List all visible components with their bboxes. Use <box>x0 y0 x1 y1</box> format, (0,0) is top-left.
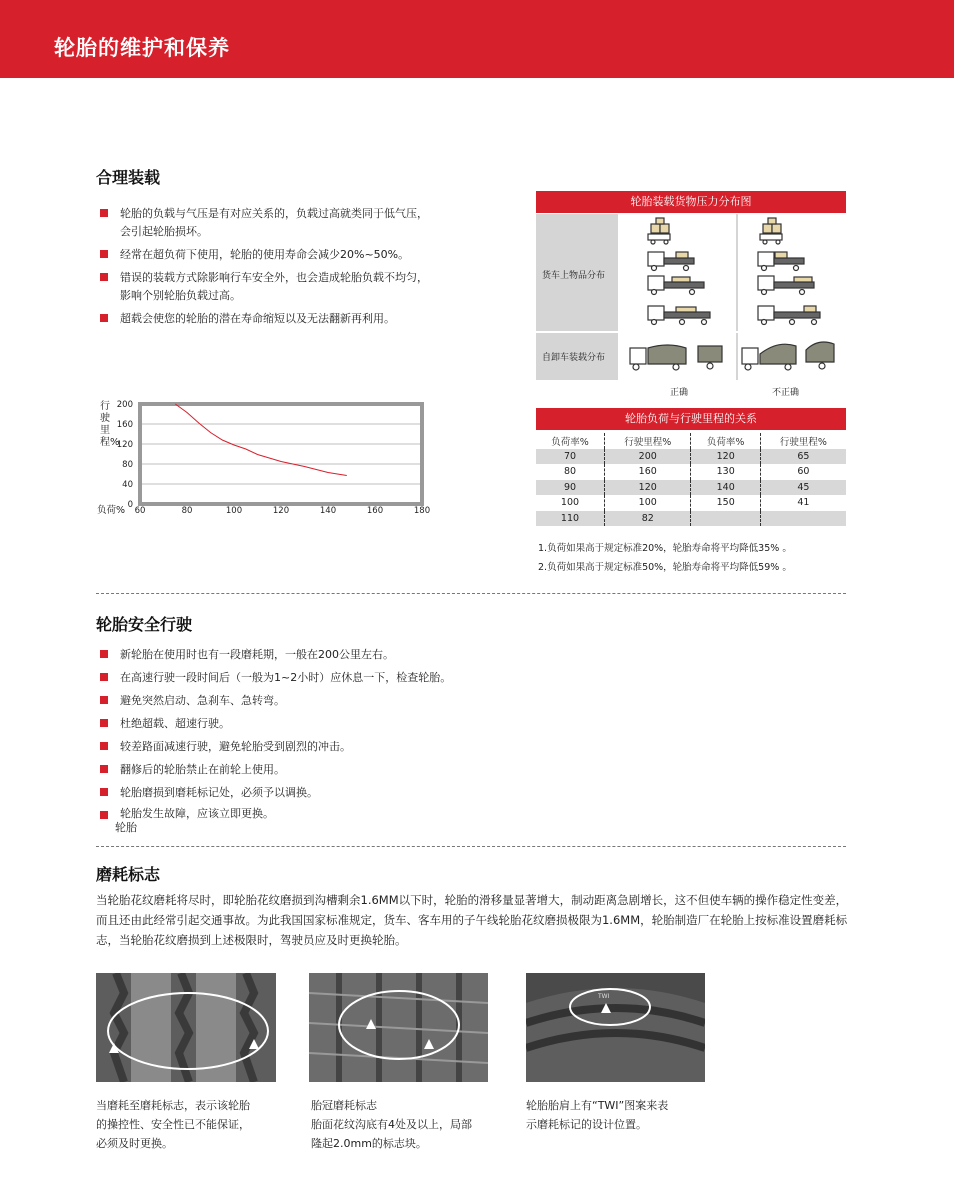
series-line <box>175 404 346 476</box>
bullet-square-icon <box>100 673 108 681</box>
flatbed-truck-1-icon <box>648 252 694 271</box>
table-cell: 120 <box>691 449 760 465</box>
table-row <box>536 449 846 465</box>
table-header-row <box>536 433 846 449</box>
tire-shoulder-image <box>526 973 705 1082</box>
bullet-square-icon <box>100 650 108 658</box>
table-note-1: 1.负荷如果高于规定标准20%，轮胎寿命将平均降低35% 。 <box>538 543 792 554</box>
mileage-table <box>536 433 846 526</box>
bullet-square-icon <box>100 765 108 773</box>
load-bullets <box>100 205 500 328</box>
bullet-item: 轮胎磨损到磨耗标记处，必须予以调换。 <box>100 784 600 802</box>
bullet-square-icon <box>100 209 108 217</box>
table-cell: 130 <box>691 464 760 480</box>
bullet-item-continued: 影响个别轮胎负载过高。 <box>120 289 241 302</box>
x-tick-labels <box>135 506 431 516</box>
safe-bullets <box>100 646 600 835</box>
table-cell: 90 <box>536 480 604 496</box>
table-note-2: 2.负荷如果高于规定标准50%，轮胎寿命将平均降低59% 。 <box>538 562 792 573</box>
bullet-item: 超载会使您的轮胎的潜在寿命缩短以及无法翻新再利用。 <box>100 310 500 328</box>
section-divider <box>96 846 846 847</box>
correct-label: 正确 <box>670 388 689 398</box>
bullet-square-icon <box>100 811 108 819</box>
bullet-square-icon <box>100 788 108 796</box>
flatbed-truck-2-icon <box>648 276 704 295</box>
table-row <box>536 480 846 496</box>
tread-wear-photo-1 <box>96 973 276 1082</box>
plot-frame <box>140 404 422 504</box>
x-tick-label: 100 <box>225 506 243 516</box>
bullet-square-icon <box>100 250 108 258</box>
photo-caption-3: 轮胎胎肩上有“TWI”图案来表 示磨耗标记的设计位置。 <box>526 1099 669 1131</box>
bullet-trailing-text: 轮胎 <box>115 821 137 834</box>
table-cell: 100 <box>560 497 580 509</box>
table-row <box>536 511 846 527</box>
load-mileage-chart <box>94 396 434 520</box>
safe-section-title: 轮胎安全行驶 <box>96 615 193 634</box>
table-cell: 80 <box>563 466 577 478</box>
table-cell: 70 <box>536 449 604 465</box>
table-cell: 140 <box>691 480 760 496</box>
x-axis-label: 负荷% <box>97 505 126 516</box>
bullet-item: 轮胎发生故障，应该立即更换。 <box>100 807 600 821</box>
table-cell: 150 <box>691 495 760 511</box>
incorrect-label: 不正确 <box>772 388 800 398</box>
mileage-table-title: 轮胎负荷与行驶里程的关系 <box>536 408 846 430</box>
bullet-item: 在高速行驶一段时间后（一般为1~2小时）应休息一下，检查轮胎。 <box>100 669 600 687</box>
x-tick-label: 160 <box>366 506 384 516</box>
flatbed-incorrect-1-icon <box>758 252 804 271</box>
table-cell: 100 <box>604 495 691 511</box>
tread-wear-photo-2 <box>309 973 488 1082</box>
diagram-title: 轮胎装载货物压力分布图 <box>536 191 846 213</box>
truck-illustrations <box>618 214 846 380</box>
bullet-item: 翻修后的轮胎禁止在前轮上使用。 <box>100 761 600 779</box>
tread-pattern-image <box>309 973 488 1082</box>
table-cell: 200 <box>604 449 691 465</box>
bullet-item: 经常在超负荷下使用，轮胎的使用寿命会减少20%~50%。 <box>100 246 500 264</box>
table-cell: 45 <box>760 480 846 496</box>
col-header-load: 负荷率% <box>691 433 760 449</box>
tire-shoulder-photo <box>526 973 705 1082</box>
table-cell: 120 <box>604 480 691 496</box>
y-tick-label: 0 <box>127 500 133 510</box>
bullet-item: 轮胎的负载与气压是有对应关系的，负载过高就类同于低气压， <box>100 205 500 223</box>
dump-truck-incorrect-icon <box>742 342 834 370</box>
flatbed-incorrect-2-icon <box>758 276 814 295</box>
table-cell <box>691 511 760 527</box>
y-tick-label: 40 <box>122 480 133 490</box>
table-cell: 41 <box>760 495 846 511</box>
bullet-square-icon <box>100 314 108 322</box>
table-cell: 60 <box>760 464 846 480</box>
bullet-item: 杜绝超载、超速行驶。 <box>100 715 600 733</box>
x-tick-label: 120 <box>272 506 290 516</box>
y-tick-label: 80 <box>122 460 133 470</box>
photo-caption-1: 当磨耗至磨耗标志，表示该轮胎 的操控性、安全性已不能保证， 必须及时更换。 <box>96 1099 250 1150</box>
forklift-icon <box>648 218 670 244</box>
x-tick-label: 80 <box>181 506 193 516</box>
wear-section-title: 磨耗标志 <box>96 865 161 884</box>
bullet-item: 新轮胎在使用时也有一段磨耗期，一般在200公里左右。 <box>100 646 600 664</box>
table-row <box>536 464 846 480</box>
forklift-incorrect-icon <box>760 218 782 244</box>
twi-mark: TWI <box>598 993 610 1000</box>
y-tick-label: 120 <box>116 440 133 450</box>
table-cell: 110 <box>536 511 604 527</box>
table-row <box>536 495 846 511</box>
y-axis-label: 行驶里程% <box>100 401 120 448</box>
cargo-row-label: 货车上物品分布 <box>542 271 606 281</box>
photo-caption-2: 胎冠磨耗标志 胎面花纹沟底有4处及以上，局部 隆起2.0mm的标志块。 <box>311 1099 472 1150</box>
col-header-mileage: 行驶里程% <box>760 433 846 449</box>
bullet-item: 较差路面减速行驶，避免轮胎受到剧烈的冲击。 <box>100 738 600 756</box>
x-tick-label: 180 <box>413 506 431 516</box>
y-tick-label: 200 <box>116 400 133 410</box>
bullet-square-icon <box>100 719 108 727</box>
page-title: 轮胎的维护和保养 <box>54 36 230 60</box>
table-cell <box>760 511 846 527</box>
x-tick-label: 140 <box>319 506 337 516</box>
table-cell: 82 <box>604 511 691 527</box>
load-section-title: 合理装载 <box>96 168 161 187</box>
section-divider <box>96 593 846 594</box>
header-bar <box>0 0 954 78</box>
bullet-square-icon <box>100 696 108 704</box>
wear-paragraph: 当轮胎花纹磨耗将尽时，即轮胎花纹磨损到沟槽剩余1.6MM以下时，轮胎的滑移量显著增大，制动距离急剧增长，这不但使车辆的操作稳定性变差，而且还由此经常引起交通事故。为此我国国家标准规定，货车、客车用的子午线轮胎花纹磨损极限为1.6MM，轮胎制造厂在轮胎上按标准设置磨耗标志，当轮胎花纹磨损到上述极限时，驾驶员应及时更换轮胎。 <box>96 893 848 947</box>
bullet-item: 避免突然启动、急刹车、急转弯。 <box>100 692 600 710</box>
bullet-item: 错误的装载方式除影响行车安全外，也会造成轮胎负载不均匀， <box>100 269 500 287</box>
bullet-item-continued: 会引起轮胎损坏。 <box>120 225 208 238</box>
col-header-mileage: 行驶里程% <box>604 433 691 449</box>
table-cell: 65 <box>760 449 846 465</box>
y-tick-label: 160 <box>116 420 133 430</box>
trailer-truck-icon <box>648 306 710 325</box>
col-header-load: 负荷率% <box>551 436 589 448</box>
table-cell: 160 <box>604 464 691 480</box>
bullet-square-icon <box>100 273 108 281</box>
x-tick-label: 60 <box>134 506 146 516</box>
dump-truck-correct-icon <box>630 345 722 370</box>
y-tick-labels <box>117 400 133 510</box>
dump-row-label: 自卸车装载分布 <box>542 353 606 363</box>
bullet-square-icon <box>100 742 108 750</box>
tread-pattern-image <box>96 973 276 1082</box>
trailer-incorrect-icon <box>758 306 820 325</box>
chart-grid <box>140 404 422 504</box>
